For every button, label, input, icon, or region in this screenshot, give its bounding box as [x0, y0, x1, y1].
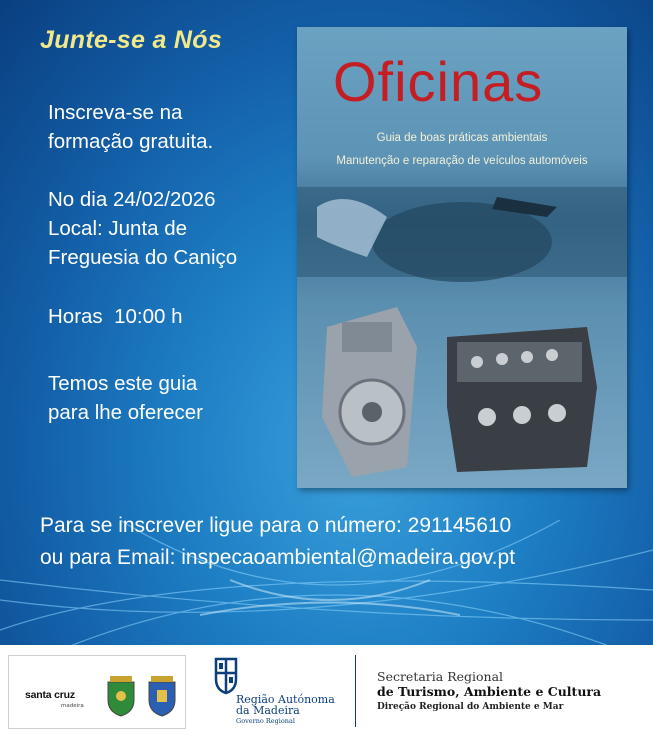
contact-email: ou para Email: inspecaoambiental@madeira.gov.pt — [40, 546, 516, 569]
signup-line-1: Inscreva-se na — [48, 101, 183, 124]
event-date: No dia 24/02/2026 — [48, 188, 216, 211]
cover-subtitle-1: Guia de boas práticas ambientais — [376, 132, 548, 144]
footer — [0, 645, 653, 750]
guide-offer — [48, 369, 203, 427]
event-location-line-2: Freguesia do Caniço — [48, 246, 238, 269]
cover-subtitle-2: Manutenção e reparação de veículos automóveis — [336, 155, 588, 167]
secretariat-label: Secretaria Regional — [377, 669, 504, 684]
signup-line-2: formação gratuita. — [48, 130, 214, 153]
engine-illustration — [297, 187, 627, 488]
contact-phone: Para se inscrever ligue para o número: 291145610 — [40, 514, 512, 537]
parish-crest-icon — [145, 674, 179, 718]
footer-divider — [355, 655, 356, 727]
guide-offer-line-1: Temos este guia — [48, 372, 198, 395]
directorate-name: Direção Regional do Ambiente e Mar — [377, 702, 564, 712]
engine-right — [447, 327, 597, 472]
regional-government-logo-icon — [213, 657, 239, 695]
santa-cruz-logo: santa cruz — [25, 689, 75, 701]
municipal-crest-icon — [104, 674, 138, 718]
signup-text — [48, 98, 213, 156]
guide-cover — [297, 27, 627, 488]
guide-offer-line-2: para lhe oferecer — [48, 401, 203, 424]
page-title: Junte-se a Nós — [40, 26, 223, 54]
santa-cruz-logo-box — [8, 655, 186, 729]
event-location-line-1: Local: Junta de — [48, 217, 188, 240]
region-name-line-1: Região Autónoma — [236, 693, 335, 706]
engine-left — [322, 307, 417, 477]
event-details — [48, 185, 237, 272]
region-government: Governo Regional — [236, 717, 295, 725]
secretariat-name: de Turismo, Ambiente e Cultura — [377, 684, 602, 699]
background-light-streaks — [0, 520, 653, 650]
event-time: Horas 10:00 h — [48, 305, 183, 328]
region-name-line-2: da Madeira — [236, 704, 300, 717]
cover-title: Oficinas — [333, 50, 544, 113]
santa-cruz-sub: madeira — [61, 703, 84, 709]
